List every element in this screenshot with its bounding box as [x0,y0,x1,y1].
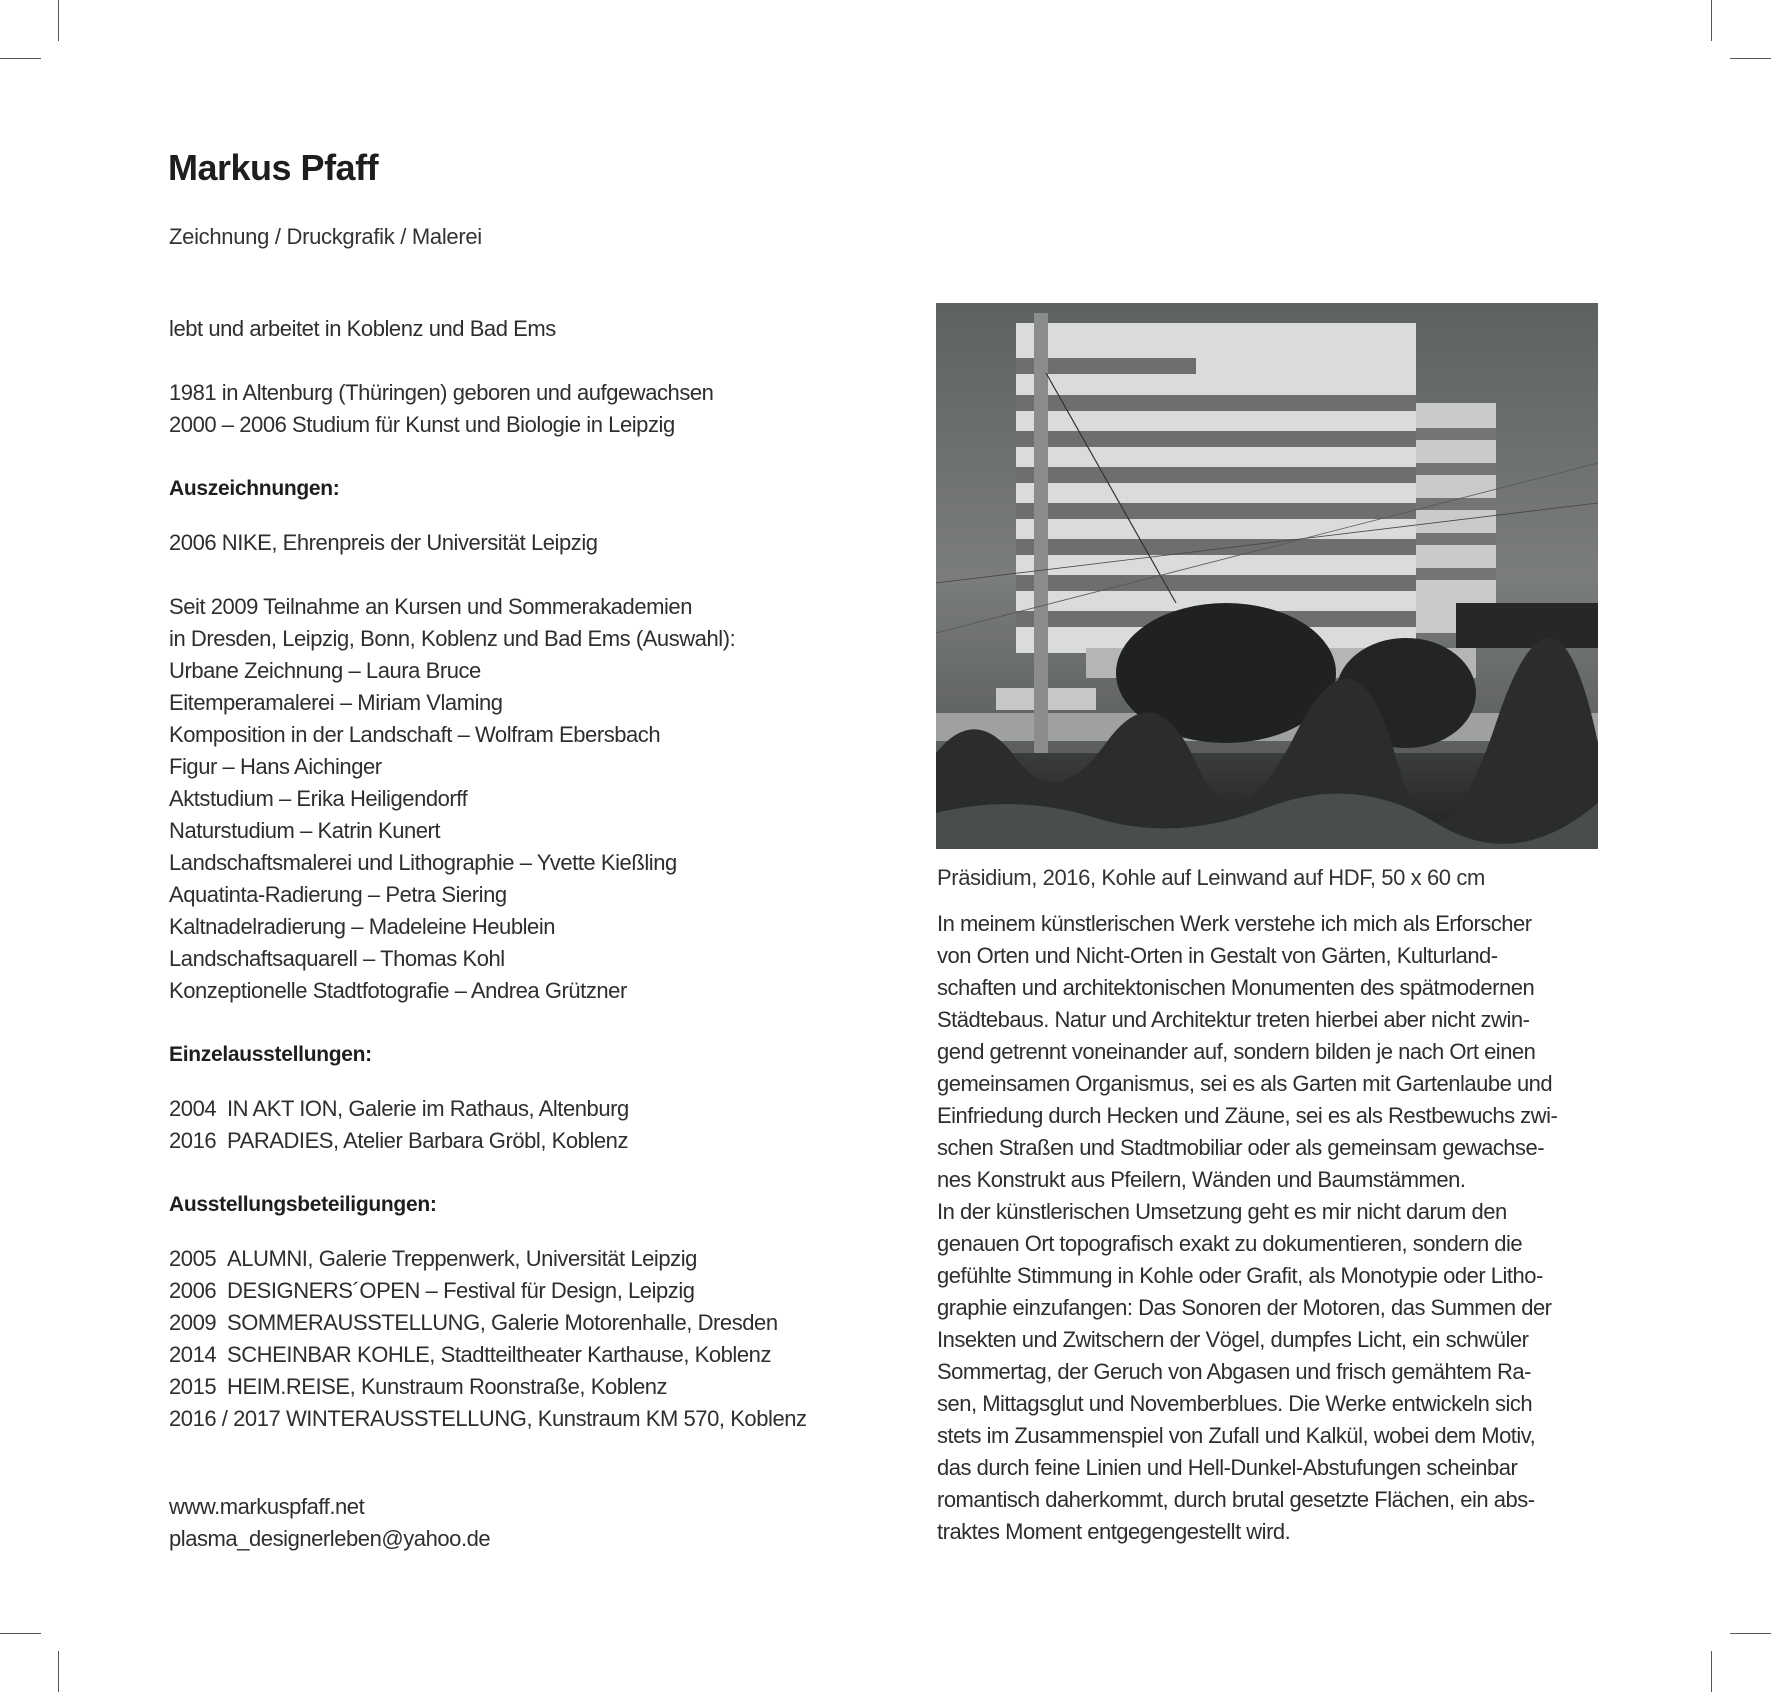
solo-exhibition-item [169,1125,829,1157]
statement-line: das durch feine Linien und Hell-Dunkel-Abstufungen scheinbar [937,1455,1518,1480]
award-item: 2006 NIKE, Ehrenpreis der Universität Leipzig [169,530,598,555]
artwork-caption: Präsidium, 2016, Kohle auf Leinwand auf HDF, 50 x 60 cm [937,865,1485,890]
crop-mark-top-left-horizontal [0,58,41,59]
artist-name: Markus Pfaff [168,147,379,188]
exhibition-text: SCHEINBAR KOHLE, Stadtteiltheater Karthause, Koblenz [227,1342,771,1367]
artist-statement [937,908,1607,1548]
statement-line: In meinem künstlerischen Werk verstehe ich mich als Erforscher [937,911,1532,936]
exhibition-year: 2015 [169,1374,217,1399]
solo-exhibition-item [169,1093,829,1125]
exhibition-text: SOMMERAUSSTELLUNG, Galerie Motorenhalle, Dresden [227,1310,778,1335]
exhibition-year: 2016 / 2017 [169,1406,281,1431]
group-exhibition-item [169,1371,829,1403]
exhibition-text: PARADIES, Atelier Barbara Gröbl, Koblenz [227,1128,629,1153]
exhibition-year: 2016 [169,1128,217,1153]
awards-heading: Auszeichnungen: [169,477,340,500]
exhibition-year: 2004 [169,1096,217,1121]
statement-line: stets im Zusammenspiel von Zufall und Kalkül, wobei dem Motiv, [937,1423,1536,1448]
course-item: Aquatinta-Radierung – Petra Siering [169,882,507,907]
statement-line: gemeinsamen Organismus, sei es als Garten mit Gartenlaube und [937,1071,1553,1096]
crop-mark-top-right-vertical [1711,0,1712,41]
statement-line: Sommertag, der Geruch von Abgasen und frisch gemähtem Ra- [937,1359,1531,1384]
courses-intro: Seit 2009 Teilnahme an Kursen und Sommerakademien [169,594,692,619]
website-link[interactable]: www.markuspfaff.net [169,1494,365,1519]
exhibition-text: WINTERAUSSTELLUNG, Kunstraum KM 570, Koblenz [285,1406,807,1431]
course-item: Aktstudium – Erika Heiligendorff [169,786,468,811]
bio-line: 2000 – 2006 Studium für Kunst und Biologie in Leipzig [169,412,675,437]
exhibition-year: 2006 [169,1278,217,1303]
course-item: Landschaftsaquarell – Thomas Kohl [169,946,505,971]
course-item: Eitemperamalerei – Miriam Vlaming [169,690,503,715]
group-exhibition-item [169,1339,829,1371]
group-exhibition-item [169,1275,829,1307]
statement-line: nes Konstrukt aus Pfeilern, Wänden und Baumstämmen. [937,1167,1466,1192]
solo-exhibitions-heading: Einzelausstellungen: [169,1043,372,1066]
course-item: Kaltnadelradierung – Madeleine Heublein [169,914,556,939]
course-item: Komposition in der Landschaft – Wolfram Ebersbach [169,722,661,747]
exhibition-text: ALUMNI, Galerie Treppenwerk, Universität Leipzig [227,1246,697,1271]
statement-line: graphie einzufangen: Das Sonoren der Motoren, das Summen der [937,1295,1552,1320]
disciplines: Zeichnung / Druckgrafik / Malerei [169,224,482,249]
statement-line: traktes Moment entgegengestellt wird. [937,1519,1291,1544]
crop-mark-top-right-horizontal [1730,58,1771,59]
statement-line: gefühlte Stimmung in Kohle oder Grafit, als Monotypie oder Litho- [937,1263,1543,1288]
crop-mark-top-left-vertical [58,0,59,41]
statement-line: In der künstlerischen Umsetzung geht es mir nicht darum den [937,1199,1507,1224]
bio-line: 1981 in Altenburg (Thüringen) geboren und aufgewachsen [169,380,714,405]
statement-line: schaften und architektonischen Monumenten des spätmodernen [937,975,1535,1000]
exhibition-year: 2005 [169,1246,217,1271]
exhibition-text: HEIM.REISE, Kunstraum Roonstraße, Koblenz [227,1374,668,1399]
email-link[interactable]: plasma_designerleben@yahoo.de [169,1526,491,1551]
exhibition-year: 2009 [169,1310,217,1335]
statement-line: Insekten und Zwitschern der Vögel, dumpfes Licht, ein schwüler [937,1327,1529,1352]
statement-line: sen, Mittagsglut und Novemberblues. Die Werke entwickeln sich [937,1391,1533,1416]
course-item: Urbane Zeichnung – Laura Bruce [169,658,481,683]
statement-line: genauen Ort topografisch exakt zu dokumentieren, sondern die [937,1231,1523,1256]
group-exhibition-item [169,1243,829,1275]
residence: lebt und arbeitet in Koblenz und Bad Ems [169,316,556,341]
crop-mark-bottom-left-horizontal [0,1633,41,1634]
crop-mark-bottom-right-horizontal [1730,1633,1771,1634]
course-item: Naturstudium – Katrin Kunert [169,818,441,843]
statement-line: von Orten und Nicht-Orten in Gestalt von Gärten, Kulturland- [937,943,1498,968]
statement-line: schen Straßen und Stadtmobiliar oder als gemeinsam gewachse- [937,1135,1545,1160]
statement-line: Einfriedung durch Hecken und Zäune, sei es als Restbewuchs zwi- [937,1103,1558,1128]
exhibition-text: IN AKT ION, Galerie im Rathaus, Altenburg [227,1096,629,1121]
course-item: Landschaftsmalerei und Lithographie – Yvette Kießling [169,850,677,875]
group-exhibitions-heading: Ausstellungsbeteiligungen: [169,1193,437,1216]
exhibition-text: DESIGNERS´OPEN – Festival für Design, Leipzig [227,1278,695,1303]
statement-line: gend getrennt voneinander auf, sondern bilden je nach Ort einen [937,1039,1536,1064]
statement-line: romantisch daherkommt, durch brutal gesetzte Flächen, ein abs- [937,1487,1535,1512]
crop-mark-bottom-right-vertical [1711,1651,1712,1692]
statement-line: Städtebaus. Natur und Architektur treten hierbei aber nicht zwin- [937,1007,1530,1032]
group-exhibition-item [169,1403,829,1435]
artwork-drawing [936,303,1598,849]
crop-mark-bottom-left-vertical [58,1651,59,1692]
exhibition-year: 2014 [169,1342,217,1367]
artwork-image [936,303,1598,849]
course-item: Konzeptionelle Stadtfotografie – Andrea Grützner [169,978,627,1003]
course-item: Figur – Hans Aichinger [169,754,382,779]
courses-intro: in Dresden, Leipzig, Bonn, Koblenz und Bad Ems (Auswahl): [169,626,736,651]
group-exhibition-item [169,1307,829,1339]
biography-column [169,313,829,1555]
